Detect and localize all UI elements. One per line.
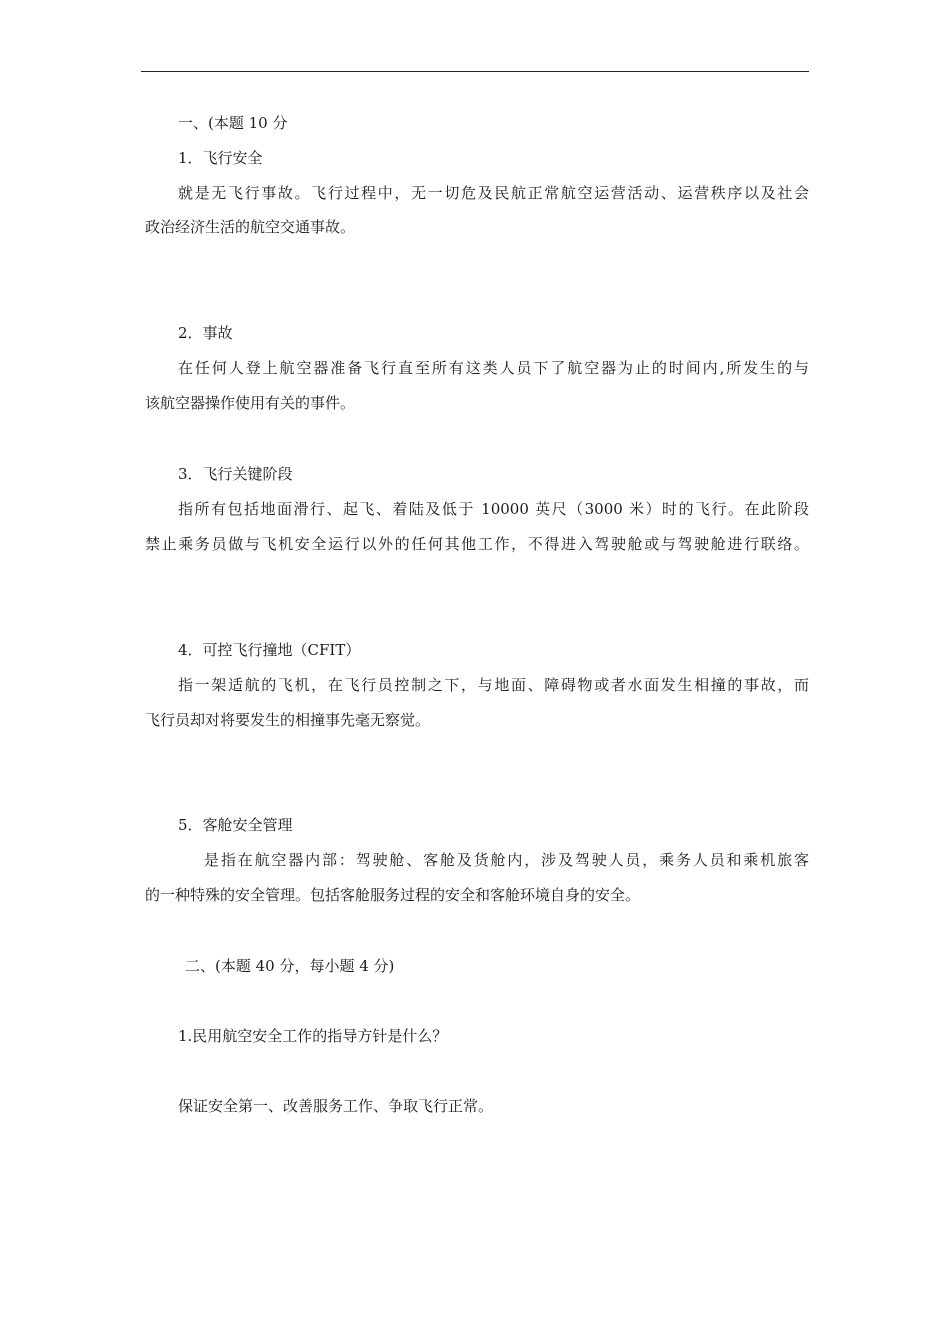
header-rule (141, 71, 809, 72)
item4-title: 4．可控飞行撞地（CFIT） (178, 641, 361, 659)
item1-title: 1．飞行安全 (178, 149, 263, 167)
item1-body-line1: 就是无飞行事故。飞行过程中，无一切危及民航正常航空运营活动、运营秩序以及社会 (178, 184, 809, 202)
item2-title: 2．事故 (178, 324, 233, 342)
item3-title: 3．飞行关键阶段 (178, 465, 293, 483)
item5-body-line2: 的一种特殊的安全管理。包括客舱服务过程的安全和客舱环境自身的安全。 (145, 886, 641, 904)
item3-body-line1: 指所有包括地面滑行、起飞、着陆及低于 10000 英尺（3000 米）时的飞行。在此阶段 (178, 500, 809, 518)
item5-title: 5．客舱安全管理 (178, 816, 293, 834)
section1-heading: 一、(本题 10 分 (178, 114, 288, 132)
item1-body-line2: 政治经济生活的航空交通事故。 (145, 218, 356, 236)
section2-q1-question: 1.民用航空安全工作的指导方针是什么？ (178, 1027, 448, 1045)
item2-body-line2: 该航空器操作使用有关的事件。 (145, 394, 356, 412)
item4-body-line1: 指一架适航的飞机，在飞行员控制之下，与地面、障碍物或者水面发生相撞的事故，而 (178, 676, 809, 694)
item4-body-line2: 飞行员却对将要发生的相撞事先毫无察觉。 (145, 711, 431, 729)
item3-body-line2: 禁止乘务员做与飞机安全运行以外的任何其他工作，不得进入驾驶舱或与驾驶舱进行联络。 (145, 535, 809, 553)
item5-body-line1: 是指在航空器内部：驾驶舱、客舱及货舱内，涉及驾驶人员，乘务人员和乘机旅客 (204, 851, 809, 869)
section2-heading: 二、(本题 40 分，每小题 4 分) (185, 957, 395, 975)
section2-q1-answer: 保证安全第一、改善服务工作、争取飞行正常。 (178, 1097, 494, 1115)
item2-body-line1: 在任何人登上航空器准备飞行直至所有这类人员下了航空器为止的时间内,所发生的与 (178, 359, 809, 377)
